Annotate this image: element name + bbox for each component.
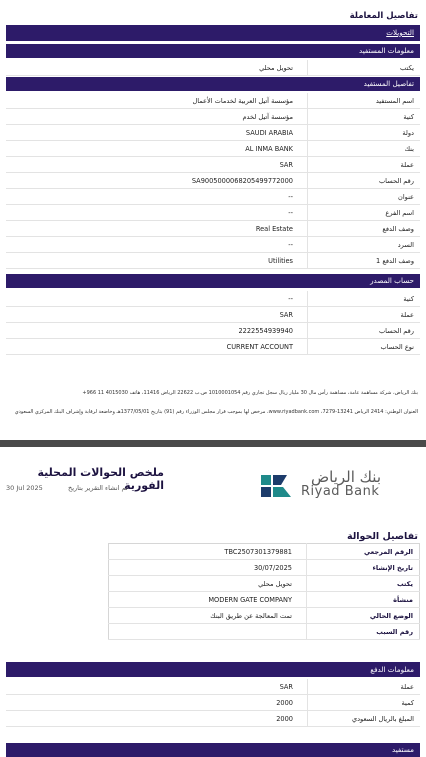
row-label: الرقم المرجعي [307, 544, 420, 560]
row-label: كمية [308, 695, 421, 711]
row-value: MODERN GATE COMPANY [109, 592, 307, 608]
row-label: المبلغ بالريال السعودي [308, 711, 421, 727]
bottom-bar-label: مستفيد [391, 745, 414, 754]
row-value: SA9005000068205499772000 [6, 173, 308, 189]
row-label: عملة [308, 307, 421, 323]
beneficiary-details-label: تفاصيل المستفيد [363, 79, 414, 88]
row-label: كنية [308, 109, 421, 125]
row-label: يكتب [307, 576, 420, 592]
row-label: رقم الحساب [308, 323, 421, 339]
writes-label: يكتب [308, 60, 421, 76]
row-value: تحويل محلي [109, 576, 307, 592]
row-value: CURRENT ACCOUNT [6, 339, 308, 355]
row-label: الوضع الحالي [307, 608, 420, 624]
table-row [6, 323, 420, 339]
report-date: 30 Jul 2025 [6, 484, 43, 492]
row-value: Real Estate [6, 221, 308, 237]
beneficiary-table [6, 93, 420, 269]
payment-info-label: معلومات الدفع [370, 665, 414, 674]
table-row [6, 60, 420, 76]
row-label: عنوان [308, 189, 421, 205]
table-row [6, 189, 420, 205]
table-row [109, 576, 420, 592]
table-row [6, 141, 420, 157]
row-value: -- [6, 189, 308, 205]
report-generated-label: تم انشاء التقرير بتاريخ [68, 484, 128, 492]
transfers-bar-label: التحويلات [386, 28, 414, 37]
table-row [6, 93, 420, 109]
table-row [109, 592, 420, 608]
table-row [6, 679, 420, 695]
bank-logo-arabic: بنك الرياض [310, 468, 381, 486]
row-label: وصف الدفع [308, 221, 421, 237]
row-value: -- [6, 205, 308, 221]
row-value: 30/07/2025 [109, 560, 307, 576]
beneficiary-details-bar [6, 77, 420, 91]
transaction-title: تفاصيل المعاملة [349, 11, 418, 21]
row-label: اسم المستفيد [308, 93, 421, 109]
beneficiary-info-label: معلومات المستفيد [358, 46, 414, 55]
writes-table [6, 60, 420, 76]
source-account-table [6, 291, 420, 355]
row-value: SAR [6, 307, 308, 323]
transfer-details-title: تفاصيل الحوالة [346, 531, 418, 542]
row-value: Utilities [6, 253, 308, 269]
payment-info-bar [6, 662, 420, 677]
riyad-bank-logo-icon [261, 471, 297, 499]
row-value: 2000 [6, 695, 308, 711]
row-label: عملة [308, 157, 421, 173]
row-value: تمت المعالجة عن طريق البنك [109, 608, 307, 624]
row-value: -- [6, 237, 308, 253]
row-label: السرد [308, 237, 421, 253]
source-account-label: حساب المصدر [370, 276, 414, 285]
page-separator [0, 440, 426, 447]
table-row [6, 205, 420, 221]
footer-line-1: بنك الرياض، شركة مساهمة عامة، مساهمة رأس مال 30 مليار ريال سجل تجاري رقم 1010001054 ص.ب 22622 الرياض 11416، هاتف 4015030 11 966+ [82, 390, 418, 396]
row-value: مؤسسة آتيل العربية لخدمات الأعمال [6, 93, 308, 109]
table-row [6, 711, 420, 727]
transfers-bar [6, 25, 420, 41]
row-label: بنك [308, 141, 421, 157]
table-row [6, 125, 420, 141]
source-account-bar [6, 274, 420, 288]
beneficiary-info-bar [6, 44, 420, 58]
table-row [109, 560, 420, 576]
bottom-bar [6, 743, 420, 757]
bank-logo [261, 470, 421, 500]
row-label: منشأة [307, 592, 420, 608]
table-row [6, 237, 420, 253]
row-value: -- [6, 291, 308, 307]
table-row [109, 624, 420, 640]
table-row [6, 157, 420, 173]
row-label: كنية [308, 291, 421, 307]
table-row [6, 695, 420, 711]
table-row [6, 339, 420, 355]
row-value [109, 624, 307, 640]
row-value: SAR [6, 157, 308, 173]
transfer-details-table [108, 543, 420, 640]
row-label: رقم السبب [307, 624, 420, 640]
table-row [6, 173, 420, 189]
table-row [6, 307, 420, 323]
payment-info-table [6, 679, 420, 727]
row-label: دولة [308, 125, 421, 141]
row-value: 2000 [6, 711, 308, 727]
row-value: SAUDI ARABIA [6, 125, 308, 141]
table-row [6, 109, 420, 125]
table-row [6, 253, 420, 269]
row-value: SAR [6, 679, 308, 695]
report-title: ملخص الحوالات المحلية الفورية [37, 466, 164, 492]
row-label: اسم الفرع [308, 205, 421, 221]
row-label: عملة [308, 679, 421, 695]
row-label: وصف الدفع 1 [308, 253, 421, 269]
row-label: تاريخ الإنشاء [307, 560, 420, 576]
bank-logo-english: Riyad Bank [301, 484, 380, 499]
table-row [6, 291, 420, 307]
writes-value: تحويل محلي [6, 60, 308, 76]
row-value: TBC2507301379881 [109, 544, 307, 560]
row-label: رقم الحساب [308, 173, 421, 189]
row-label: نوع الحساب [308, 339, 421, 355]
table-row [109, 608, 420, 624]
row-value: 2222554939940 [6, 323, 308, 339]
row-value: AL INMA BANK [6, 141, 308, 157]
footer-line-2: العنوان الوطني: 2414 الرياض 13241-7279، www.riyadbank.com، مرخص لها بموجب قرار مجلس الوزراء رقم (91) بتاريخ 1377/05/01هـ وخاضعة لرقابة وإشراف البنك المركزي السعودي [14, 409, 418, 415]
table-row [109, 544, 420, 560]
row-value: مؤسسة آتيل لخدم [6, 109, 308, 125]
table-row [6, 221, 420, 237]
